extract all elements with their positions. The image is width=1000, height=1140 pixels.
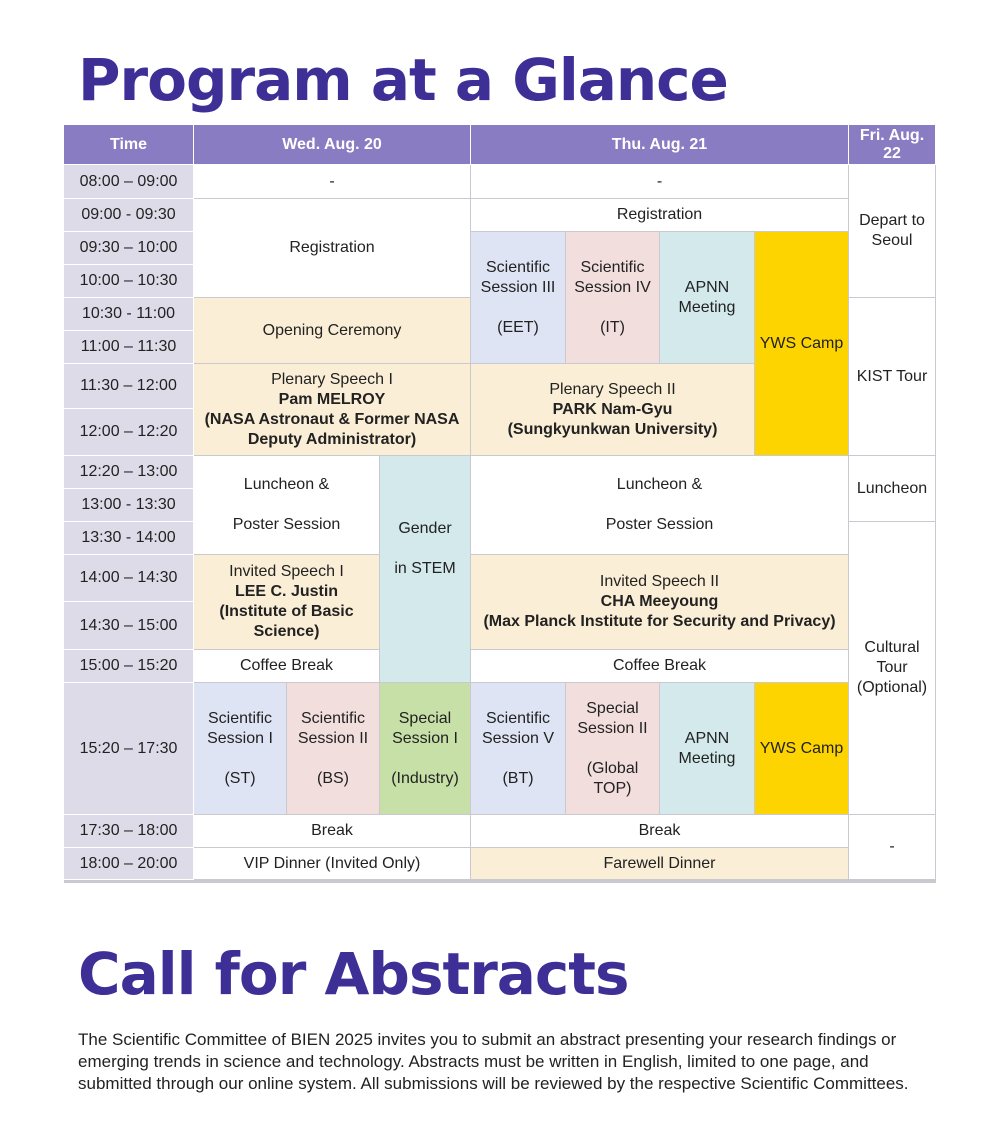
session-tag: (EET) [497,318,539,336]
session-label: Scientific Session II [297,709,369,747]
time-slot: 12:00 – 12:20 [64,409,194,456]
thu-scientific-session-5 [471,683,566,815]
wed-invited-speech [194,555,380,650]
session-tag: (ST) [224,769,256,787]
invited-label: Invited Speech II [599,573,720,590]
wed-scientific-session-2 [287,683,380,815]
invited-label: Invited Speech I [229,563,344,580]
thu-plenary-speech [471,364,755,456]
time-slot: 08:00 – 09:00 [64,165,194,199]
thu-break: Break [471,815,849,848]
header-fri: Fri. Aug. 22 [849,125,936,165]
fri-depart-to-seoul: Depart to Seoul [849,165,936,298]
abstract-description: The Scientific Committee of BIEN 2025 invites you to submit an abstract presenting your research findings or emerging trends in science and technology. Abstracts must be written in English, limited to one page, and submitted through our online system. All submissions will be reviewed by the respective Scientific Committees. [78,1030,909,1093]
fri-empty-slot: - [849,815,936,880]
fri-cultural-tour: Cultural Tour (Optional) [849,522,936,815]
poster-session-label: Poster Session [232,516,341,533]
time-slot: 10:00 – 10:30 [64,265,194,298]
wed-scientific-session-1 [194,683,287,815]
time-slot: 11:30 – 12:00 [64,364,194,409]
abstracts-title: Call for Abstracts [78,940,629,1008]
wed-empty-slot: - [194,165,471,199]
thu-apnn-meeting-2: APNN Meeting [660,683,755,815]
wed-luncheon [194,456,380,555]
session-tag: (Global TOP) [586,759,639,797]
wed-break: Break [194,815,471,848]
time-slot: 15:20 – 17:30 [64,683,194,815]
wed-coffee-break: Coffee Break [194,650,380,683]
luncheon-label: Luncheon & [243,476,330,493]
thu-luncheon [471,456,849,555]
speaker-name: Pam MELROY [278,390,386,408]
thu-yws-camp: YWS Camp [755,232,849,456]
time-slot: 13:30 - 14:00 [64,522,194,555]
time-slot: 14:00 – 14:30 [64,555,194,602]
session-label: Scientific Session I [207,709,273,747]
speaker-affiliation: (Sungkyunkwan University) [507,420,718,438]
time-slot: 17:30 – 18:00 [64,815,194,848]
luncheon-label: Luncheon & [616,476,703,493]
session-label: Scientific Session V [481,709,555,747]
wed-opening-ceremony: Opening Ceremony [194,298,471,364]
session-label: Scientific Session IV [574,258,651,296]
time-slot: 15:00 – 15:20 [64,650,194,683]
time-slot: 09:00 - 09:30 [64,199,194,232]
poster-session-label: Poster Session [605,516,714,533]
thu-scientific-session-3 [471,232,566,364]
thu-coffee-break: Coffee Break [471,650,849,683]
time-slot: 11:00 – 11:30 [64,331,194,364]
header-time: Time [64,125,194,165]
header-thu: Thu. Aug. 21 [471,125,849,165]
plenary-label: Plenary Speech I [271,370,393,388]
program-table [64,125,936,883]
time-slot: 18:00 – 20:00 [64,848,194,880]
session-tag: (BS) [317,769,349,787]
program-title: Program at a Glance [78,46,728,114]
time-slot: 13:00 - 13:30 [64,489,194,522]
thu-empty-slot: - [471,165,849,199]
in-stem-label: in STEM [394,560,456,577]
thu-yws-camp-2: YWS Camp [755,683,849,815]
wed-gender-in-stem [380,456,471,683]
time-slot: 14:30 – 15:00 [64,602,194,650]
speaker-affiliation: (NASA Astronaut & Former NASA Deputy Administrator) [204,410,460,448]
speaker-affiliation: (Max Planck Institute for Security and Privacy) [483,613,836,630]
session-tag: (Industry) [391,769,459,787]
session-tag: (IT) [600,318,625,336]
speaker-name: CHA Meeyoung [600,593,719,610]
fri-luncheon: Luncheon [849,456,936,522]
thu-invited-speech [471,555,849,650]
wed-plenary-speech [194,364,471,456]
wed-vip-dinner: VIP Dinner (Invited Only) [194,848,471,880]
session-label: Scientific Session III [480,258,556,296]
thu-special-session-2 [566,683,660,815]
fri-kist-tour: KIST Tour [849,298,936,456]
session-tag: (BT) [502,769,534,787]
thu-scientific-session-4 [566,232,660,364]
wed-special-session-1 [380,683,471,815]
wed-registration: Registration [194,199,471,298]
time-slot: 12:20 – 13:00 [64,456,194,489]
speaker-name: PARK Nam-Gyu [552,400,673,418]
session-label: Special Session II [577,699,648,737]
thu-registration: Registration [471,199,849,232]
thu-apnn-meeting: APNN Meeting [660,232,755,364]
plenary-label: Plenary Speech II [549,380,676,398]
time-slot: 10:30 - 11:00 [64,298,194,331]
header-wed: Wed. Aug. 20 [194,125,471,165]
thu-farewell-dinner: Farewell Dinner [471,848,849,880]
session-label: Special Session I [392,709,458,747]
speaker-name: LEE C. Justin [234,583,339,600]
gender-label: Gender [398,520,452,537]
time-slot: 09:30 – 10:00 [64,232,194,265]
speaker-affiliation: (Institute of Basic Science) [219,603,354,640]
